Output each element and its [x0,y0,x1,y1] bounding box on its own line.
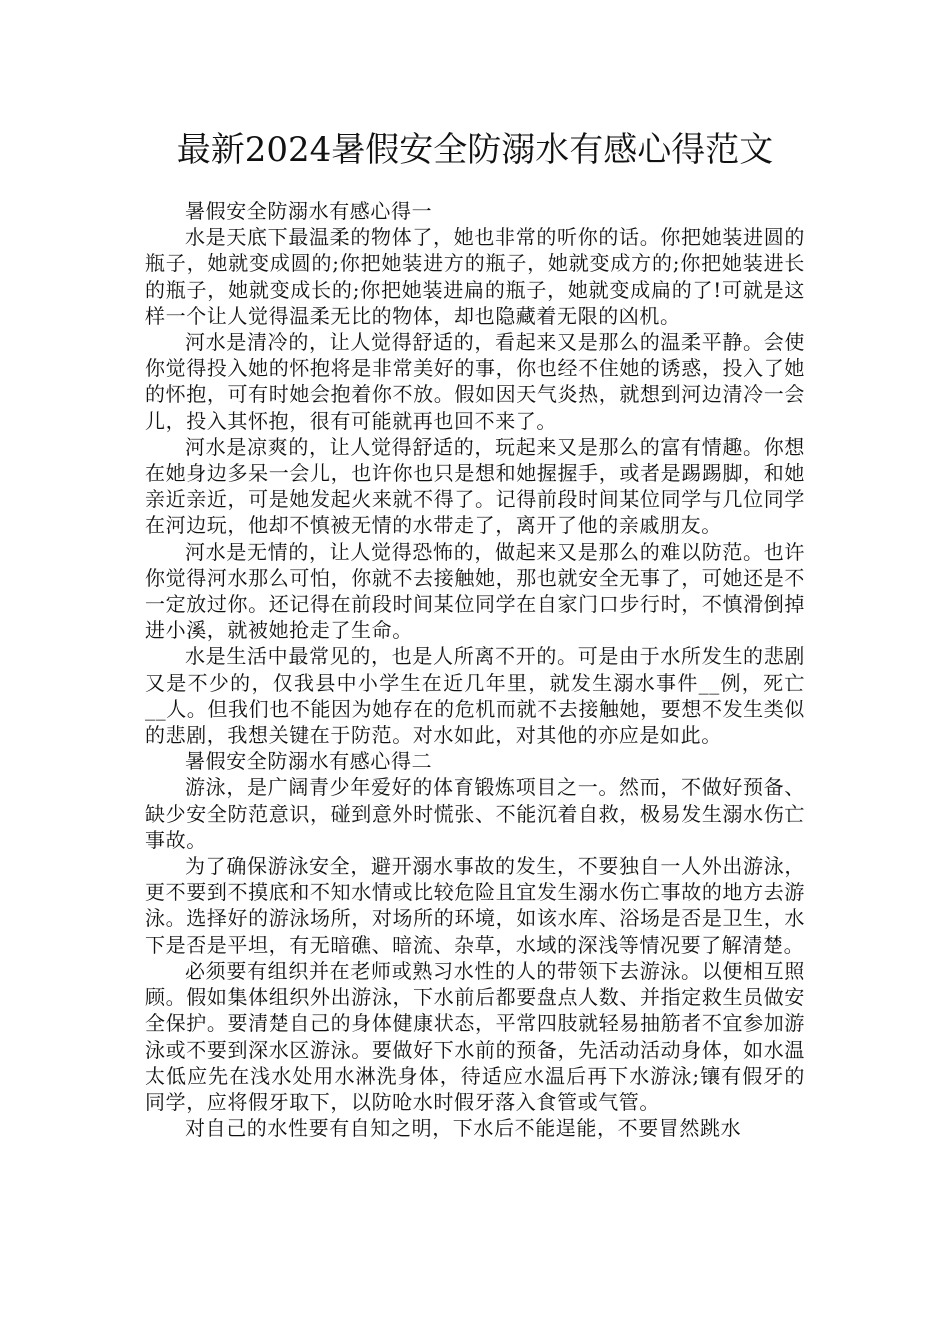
paragraph: 河水是无情的，让人觉得恐怖的，做起来又是那么的难以防范。也许你觉得河水那么可怕，你就不去接触她，那也就安全无事了，可她还是不一定放过你。还记得在前段时间某位同学在自家门口步行时，不慎滑倒掉进小溪，就被她抢走了生命。 [145,539,805,643]
paragraph: 水是生活中最常见的，也是人所离不开的。可是由于水所发生的悲剧又是不少的，仅我县中小学生在近几年里，就发生溺水事件__例，死亡__人。但我们也不能因为她存在的危机而就不去接触她，要想不发生类似的悲剧，我想关键在于防范。对水如此，对其他的亦应是如此。 [145,644,805,748]
paragraph: 河水是清冷的，让人觉得舒适的，看起来又是那么的温柔平静。会使你觉得投入她的怀抱将是非常美好的事，你也经不住她的诱惑，投入了她的怀抱，可有时她会抱着你不放。假如因天气炎热，就想到河边清冷一会儿，投入其怀抱，很有可能就再也回不来了。 [145,330,805,433]
document-body [145,198,805,1141]
paragraph: 必须要有组织并在老师或熟习水性的人的带领下去游泳。以便相互照顾。假如集体组织外出游泳，下水前后都要盘点人数、并指定救生员做安全保护。要清楚自己的身体健康状态，平常四肢就轻易抽筋者不宜参加游泳或不要到深水区游泳。要做好下水前的预备，先活动活动身体，如水温太低应先在浅水处用水淋洗身体，待适应水温后再下水游泳;镶有假牙的同学，应将假牙取下，以防呛水时假牙落入食管或气管。 [145,958,805,1114]
section-heading-2: 暑假安全防溺水有感心得二 [185,749,433,774]
document-title: 最新2024暑假安全防溺水有感心得范文 [176,130,774,170]
paragraph: 对自己的水性要有自知之明，下水后不能逞能，不要冒然跳水 [185,1116,742,1141]
paragraph: 为了确保游泳安全，避开溺水事故的发生，不要独自一人外出游泳，更不要到不摸底和不知水情或比较危险且宜发生溺水伤亡事故的地方去游泳。选择好的游泳场所，对场所的环境，如该水库、浴场是否是卫生，水下是否是平坦，有无暗礁、暗流、杂草，水域的深浅等情况要了解清楚。 [145,854,805,957]
section-heading-1: 暑假安全防溺水有感心得一 [185,199,433,223]
paragraph: 水是天底下最温柔的物体了，她也非常的听你的话。你把她装进圆的瓶子，她就变成圆的;你把她装进方的瓶子，她就变成方的;你把她装进长的瓶子，她就变成长的;你把她装进扁的瓶子，她就变成扁的了!可就是这样一个让人觉得温柔无比的物体，却也隐藏着无限的凶机。 [145,225,805,328]
paragraph: 游泳，是广阔青少年爱好的体育锻炼项目之一。然而，不做好预备、缺少安全防范意识，碰到意外时慌张、不能沉着自救，极易发生溺水伤亡事故。 [145,775,805,852]
paragraph: 河水是凉爽的，让人觉得舒适的，玩起来又是那么的富有情趣。你想在她身边多呆一会儿，也许你也只是想和她握握手，或者是踢踢脚，和她亲近亲近，可是她发起火来就不得了。记得前段时间某位同学与几位同学在河边玩，他却不慎被无情的水带走了，离开了他的亲戚朋友。 [145,434,805,538]
